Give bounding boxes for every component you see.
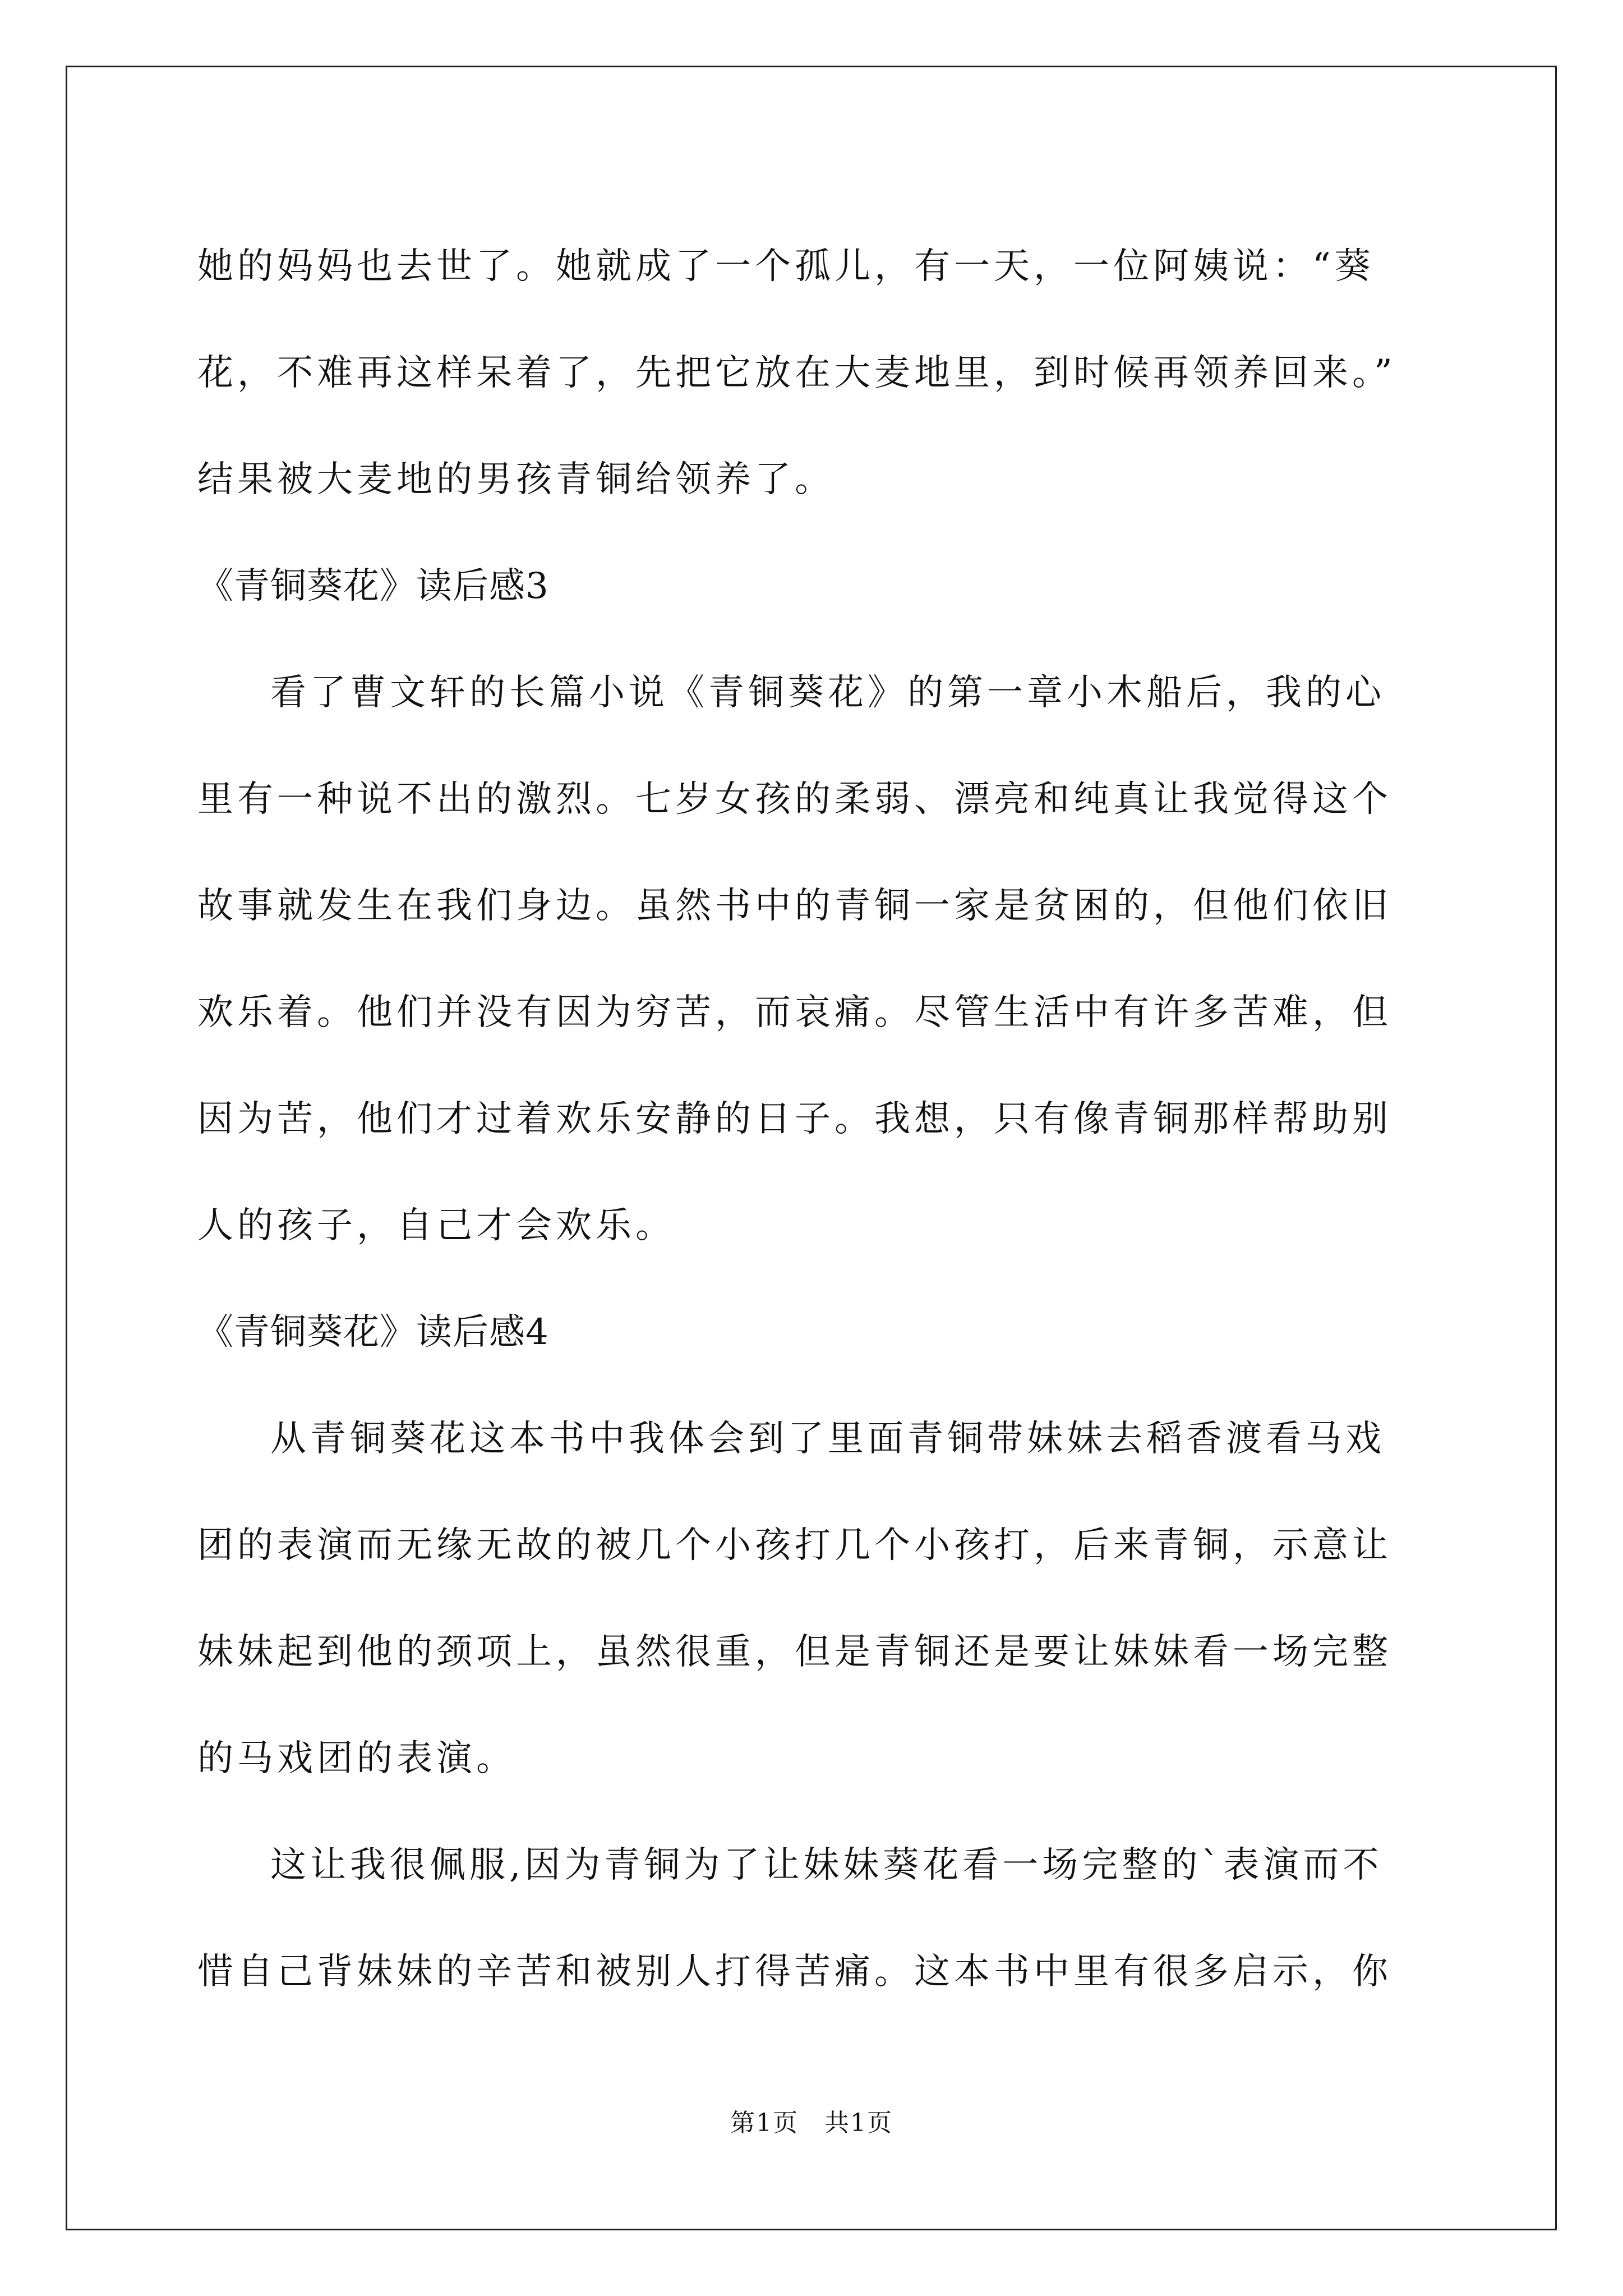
text-line: 因为苦，他们才过着欢乐安静的日子。我想，只有像青铜那样帮助别 <box>197 1098 1392 1140</box>
text-line: 看了曹文轩的长篇小说《青铜葵花》的第一章小木船后，我的心 <box>270 672 1385 714</box>
section-heading: 《青铜葵花》读后感3 <box>197 565 549 607</box>
document-body <box>197 213 1428 2025</box>
text-line: 从青铜葵花这本书中我体会到了里面青铜带妹妹去稻香渡看马戏 <box>270 1418 1385 1460</box>
text-line: 花，不难再这样呆着了，先把它放在大麦地里，到时候再领养回来。” <box>197 352 1396 394</box>
text-line: 妹妹起到他的颈项上，虽然很重，但是青铜还是要让妹妹看一场完整 <box>197 1631 1392 1673</box>
text-line: 团的表演而无缘无故的被几个小孩打几个小孩打，后来青铜，示意让 <box>197 1525 1392 1566</box>
section-heading: 《青铜葵花》读后感4 <box>197 1312 549 1353</box>
text-line: 结果被大麦地的男孩青铜给领养了。 <box>197 459 834 500</box>
text-line: 人的孩子，自己才会欢乐。 <box>197 1205 675 1246</box>
text-line: 她的妈妈也去世了。她就成了一个孤儿，有一天，一位阿姨说：“葵 <box>197 246 1375 287</box>
text-line: 惜自己背妹妹的辛苦和被别人打得苦痛。这本书中里有很多启示，你 <box>197 1951 1392 1993</box>
page-footer: 第1页 共1页 <box>730 2109 893 2137</box>
text-line: 故事就发生在我们身边。虽然书中的青铜一家是贫困的，但他们依旧 <box>197 885 1392 927</box>
text-line: 欢乐着。他们并没有因为穷苦，而哀痛。尽管生活中有许多苦难，但 <box>197 992 1392 1033</box>
text-line: 这让我很佩服,因为青铜为了让妹妹葵花看一场完整的`表演而不 <box>270 1844 1383 1886</box>
text-line: 的马戏团的表演。 <box>197 1738 516 1779</box>
text-line: 里有一种说不出的激烈。七岁女孩的柔弱、漂亮和纯真让我觉得这个 <box>197 779 1392 820</box>
